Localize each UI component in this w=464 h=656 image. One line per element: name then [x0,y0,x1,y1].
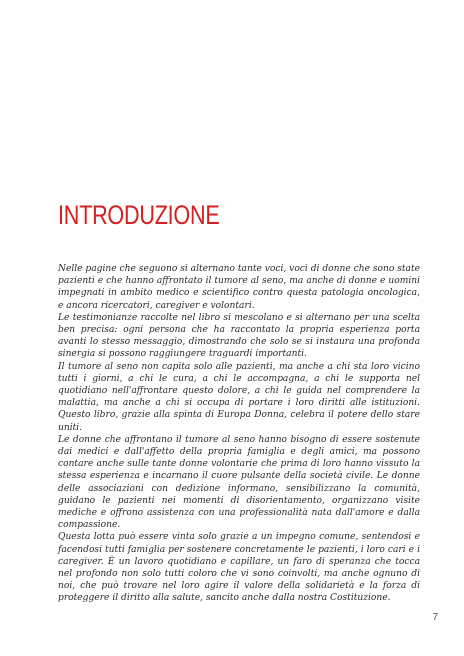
page-title: INTRODUZIONE [58,200,220,230]
paragraph-5: Questa lotta può essere vinta solo grazie a un impegno comune, sentendosi e facendosi tutti famiglia per sostenere concretamente le pazienti, i loro cari e i caregiver. È un lavoro quotidiano e capillare, un faro di speranza che tocca nel profondo non solo tutti coloro che vi sono coinvolti, ma anche ognuno di noi, che può trovare nel loro agire il valore della solidarietà e la forza di proteggere il diritto alla salute, sancito anche dalla nostra Costituzione. [58,532,420,604]
introduction-body [58,263,420,605]
paragraph-2: Le testimonianze raccolte nel libro si mescolano e si alternano per una scelta ben precisa: ogni persona che ha raccontato la propria esperienza porta avanti lo stesso messaggio, dimostrando che solo se si instaura una profonda sinergia si possono raggiungere traguardi importanti. [58,312,420,360]
paragraph-4: Le donne che affrontano il tumore al seno hanno bisogno di essere sostenute dai medici e dall'affetto della propria famiglia e degli amici, ma possono contare anche sulle tante donne volontarie che prima di loro hanno vissuto la stessa esperienza e incarnano il cuore pulsante della società civile. Le donne delle associazioni con dedizione informano, sensibilizzano la comunità, guidano le pazienti nei momenti di disorientamento, organizzano visite mediche e offrono assistenza con una professionalità nata dall'amore e dalla compassione. [58,434,420,531]
paragraph-3: Il tumore al seno non capita solo alle pazienti, ma anche a chi sta loro vicino tutti i giorni, a chi le cura, a chi le accompagna, a chi le supporta nel quotidiano nell'affrontare questo dolore, a chi le guida nel comprendere la malattia, ma anche a chi si occupa di portare i loro diritti alle istituzioni. Questo libro, grazie alla spinta di Europa Donna, celebra il potere dello stare uniti. [58,361,420,433]
page-number: 7 [432,612,438,623]
paragraph-1: Nelle pagine che seguono si alternano tante voci, voci di donne che sono state pazienti e che hanno affrontato il tumore al seno, ma anche di donne e uomini impegnati in ambito medico e scientifico contro questa patologia oncologica, e ancora ricercatori, caregiver e volontari. [58,264,420,311]
